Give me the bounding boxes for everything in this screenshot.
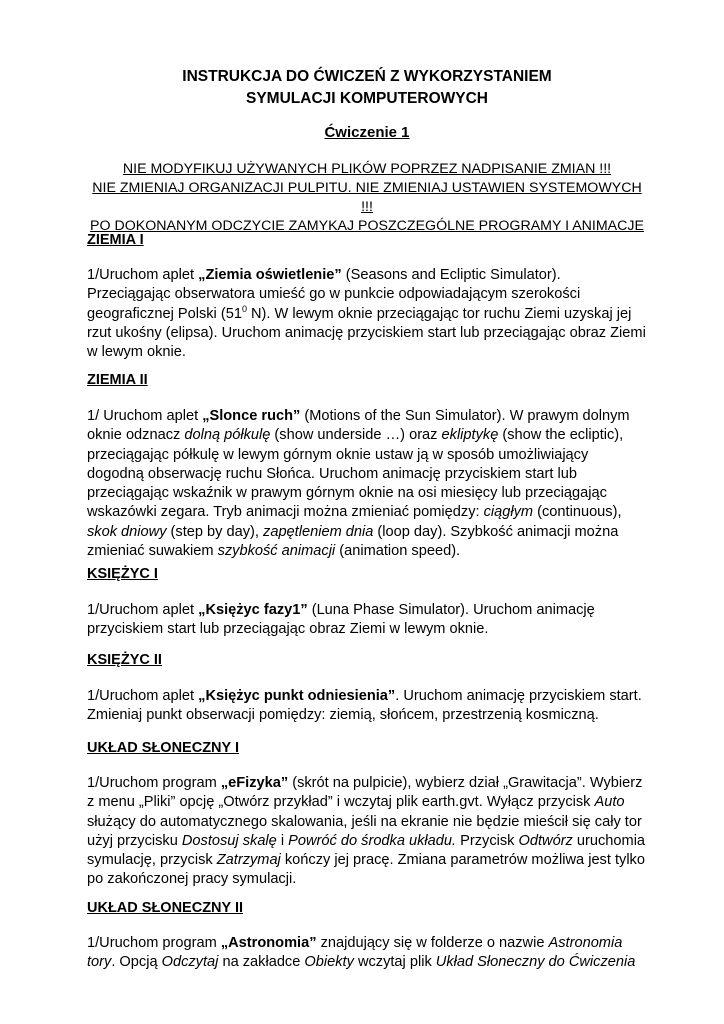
section-heading: KSIĘŻYC II [87, 652, 162, 668]
section-paragraph: 1/Uruchom aplet „Księżyc fazy1” (Luna Phase Simulator). Uruchom animację przyciskiem start lub przeciągając obraz Ziemi w lewym oknie. [87, 602, 595, 638]
section-paragraph: 1/Uruchom program „Astronomia” znajdujący się w folderze o nazwie Astronomia tory. Opcją Odczytaj na zakładce Obiekty wczytaj plik Układ Słoneczny do Ćwiczenia [87, 935, 636, 971]
section-heading: KSIĘŻYC I [87, 566, 158, 582]
section-paragraph: 1/Uruchom aplet „Ziemia oświetlenie” (Seasons and Ecliptic Simulator). Przeciągając obserwatora umieść go w punkcie odpowiadającym szerokości geograficznej Polski ($51^0$ N). W lewym oknie przeciągając tor ruchu Ziemi uzyskaj jej rzut ukośny (elipsa). Uruchom animację przyciskiem start lub przeciągając obraz Ziemi w lewym oknie. [87, 267, 646, 361]
exercise-subtitle: Ćwiczenie 1 [324, 124, 410, 141]
section-paragraph: 1/ Uruchom aplet „Slonce ruch” (Motions of the Sun Simulator). W prawym dolnym oknie odznacz dolną półkulę (show underside …) oraz ekliptykę (show the ecliptic), przeciągając półkulę w lewym górnym oknie ustaw ją w sposób umożliwiający dogodną obserwację ruchu Słońca. Uruchom animację przyciskiem start lub przeciągając wskaźnik w prawym górnym oknie na osi miesięcy lub przeciągając wskazówki zegara. Tryb animacji można zmieniać pomiędzy: ciągłym (continuous), skok dniowy (step by day), zapętleniem dnia (loop day). Szybkość animacji można zmieniać suwakiem szybkość animacji (animation speed). [87, 408, 630, 560]
warning-line: PO DOKONANYM ODCZYCIE ZAMYKAJ POSZCZEGÓLNE PROGRAMY I ANIMACJE [90, 218, 644, 234]
warning-line: NIE ZMIENIAJ ORGANIZACJI PULPITU. NIE ZMIENIAJ USTAWIEN SYSTEMOWYCH !!! [92, 180, 642, 215]
section-paragraph: 1/Uruchom aplet „Księżyc punkt odniesienia”. Uruchom animację przyciskiem start. Zmieniaj punkt obserwacji pomiędzy: ziemią, słońcem, przestrzenią kosmiczną. [87, 688, 642, 724]
section-heading: ZIEMIA II [87, 372, 148, 388]
section-heading: ZIEMIA I [87, 232, 144, 248]
section-heading: UKŁAD SŁONECZNY I [87, 740, 239, 756]
title-line-1: INSTRUKCJA DO ĆWICZEŃ Z WYKORZYSTANIEM [182, 68, 552, 85]
title-line-2: SYMULACJI KOMPUTEROWYCH [246, 90, 488, 107]
section-paragraph: 1/Uruchom program „eFizyka” (skrót na pulpicie), wybierz dział „Grawitacja”. Wybierz z menu „Pliki” opcję „Otwórz przykład” i wczytaj plik earth.gvt. Wyłącz przycisk Auto służący do automatycznego skalowania, jeśli na ekranie nie będzie mieścił się cały tor użyj przycisku Dostosuj skalę i Powróć do środka układu. Przycisk Odtwórz uruchomia symulację, przycisk Zatrzymaj kończy jej pracę. Zmiana parametrów możliwa jest tylko po zakończonej pracy symulacji. [87, 775, 646, 888]
document-title [87, 66, 647, 110]
warnings-block [87, 160, 647, 236]
warning-line: NIE MODYFIKUJ UŻYWANYCH PLIKÓW POPRZEZ NADPISANIE ZMIAN !!! [122, 161, 612, 177]
section-heading: UKŁAD SŁONECZNY II [87, 900, 244, 916]
